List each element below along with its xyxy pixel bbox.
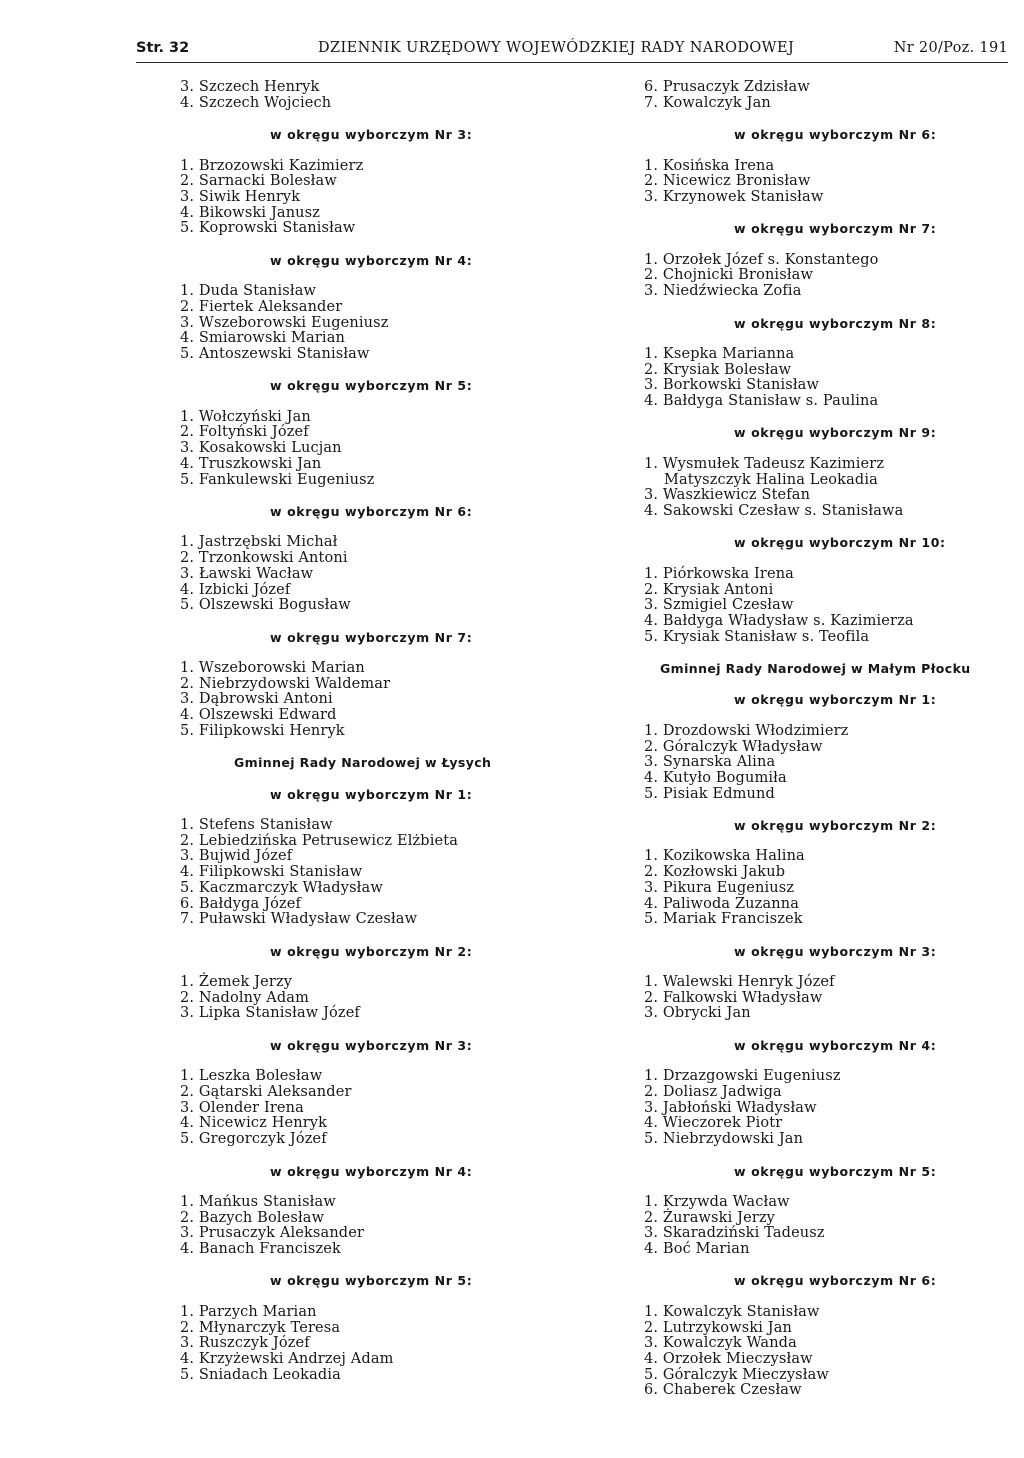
district-heading: w okręgu wyborczym Nr 5: bbox=[734, 1163, 937, 1179]
spacer bbox=[644, 928, 1016, 944]
candidate-item: 2. Niebrzydowski Waldemar bbox=[180, 675, 391, 692]
page-header bbox=[136, 40, 1008, 66]
district-heading: w okręgu wyborczym Nr 2: bbox=[270, 943, 473, 959]
candidate-item: 3. Obrycki Jan bbox=[644, 1005, 751, 1022]
candidate-item: 5. Olszewski Bogusław bbox=[180, 597, 351, 614]
spacer bbox=[644, 645, 1016, 661]
candidate-item: 3. Ruszczyk Józef bbox=[180, 1335, 310, 1352]
issue-number: Nr 20/Poz. 191 bbox=[893, 40, 1008, 56]
spacer bbox=[644, 237, 1016, 253]
candidate-item: 4. Wieczorek Piotr bbox=[644, 1115, 783, 1132]
spacer bbox=[644, 206, 1016, 222]
district-heading: w okręgu wyborczym Nr 7: bbox=[734, 221, 937, 237]
candidate-item: 2. Nicewicz Bronisław bbox=[644, 173, 811, 190]
candidate-item: 6. Chaberek Czesław bbox=[644, 1382, 802, 1399]
candidate-item: 4. Boć Marian bbox=[644, 1241, 750, 1258]
candidate-item: 5. Pisiak Edmund bbox=[644, 785, 775, 802]
header-rule bbox=[136, 62, 1008, 63]
district-heading: w okręgu wyborczym Nr 4: bbox=[270, 252, 473, 268]
candidate-item: 4. Olszewski Edward bbox=[180, 707, 337, 724]
candidate-item: 6. Bałdyga Józef bbox=[180, 895, 301, 912]
candidate-item: 1. Mańkus Stanisław bbox=[180, 1193, 336, 1210]
candidate-continuation: Matyszczyk Halina Leokadia bbox=[664, 471, 878, 488]
candidate-item: 5. Kaczmarczyk Władysław bbox=[180, 879, 383, 896]
candidate-item: 4. Bałdyga Władysław s. Kazimierza bbox=[644, 612, 914, 629]
candidate-item: 2. Młynarczyk Teresa bbox=[180, 1319, 341, 1336]
candidate-item: 2. Żurawski Jerzy bbox=[644, 1209, 776, 1226]
spacer bbox=[180, 1054, 520, 1070]
spacer bbox=[180, 268, 520, 284]
spacer bbox=[644, 1179, 1016, 1195]
candidate-item: 1. Drozdowski Włodzimierz bbox=[644, 722, 849, 739]
candidate-item: 1. Wołczyński Jan bbox=[180, 408, 311, 425]
page-number: Str. 32 bbox=[136, 40, 190, 56]
spacer bbox=[180, 614, 520, 630]
candidate-item: 4. Krzyżewski Andrzej Adam bbox=[180, 1350, 394, 1367]
district-heading: w okręgu wyborczym Nr 5: bbox=[270, 1273, 473, 1289]
candidate-item: 3. Prusaczyk Aleksander bbox=[180, 1225, 365, 1242]
spacer bbox=[644, 331, 1016, 347]
candidate-item: 3. Szmigiel Czesław bbox=[644, 597, 794, 614]
candidate-item: 7. Puławski Władysław Czesław bbox=[180, 911, 418, 928]
spacer bbox=[180, 740, 520, 756]
spacer bbox=[644, 300, 1016, 316]
candidate-item: 5. Góralczyk Mieczysław bbox=[644, 1366, 829, 1383]
spacer bbox=[180, 1022, 520, 1038]
spacer bbox=[180, 1258, 520, 1274]
district-heading: w okręgu wyborczym Nr 1: bbox=[270, 786, 473, 802]
candidate-item: 6. Prusaczyk Zdzisław bbox=[644, 79, 810, 95]
district-heading: w okręgu wyborczym Nr 3: bbox=[270, 127, 473, 143]
candidate-item: 2. Nadolny Adam bbox=[180, 989, 309, 1006]
candidate-item: 4. Paliwoda Zuzanna bbox=[644, 895, 800, 912]
candidate-item: 5. Niebrzydowski Jan bbox=[644, 1131, 804, 1148]
spacer bbox=[180, 111, 520, 127]
district-heading: w okręgu wyborczym Nr 4: bbox=[734, 1037, 937, 1053]
candidate-item: 5. Antoszewski Stanisław bbox=[180, 345, 370, 362]
spacer bbox=[644, 520, 1016, 536]
journal-title: DZIENNIK URZĘDOWY WOJEWÓDZKIEJ RADY NARODOWEJ bbox=[318, 40, 795, 56]
district-heading: w okręgu wyborczym Nr 7: bbox=[270, 629, 473, 645]
spacer bbox=[180, 363, 520, 379]
candidate-item: 4. Smiarowski Marian bbox=[180, 330, 345, 347]
candidate-item: 4. Orzołek Mieczysław bbox=[644, 1350, 813, 1367]
spacer bbox=[644, 834, 1016, 850]
candidate-item: 3. Kosakowski Lucjan bbox=[180, 440, 342, 457]
candidate-item: 2. Krysiak Antoni bbox=[644, 581, 774, 598]
spacer bbox=[180, 645, 520, 661]
district-heading: w okręgu wyborczym Nr 10: bbox=[734, 535, 946, 551]
candidate-item: 4. Sakowski Czesław s. Stanisława bbox=[644, 502, 904, 519]
district-heading: w okręgu wyborczym Nr 4: bbox=[270, 1163, 473, 1179]
spacer bbox=[644, 802, 1016, 818]
candidate-item: 4. Bikowski Janusz bbox=[180, 204, 321, 221]
candidate-item: 2. Krysiak Bolesław bbox=[644, 361, 792, 378]
candidate-item: 2. Kozłowski Jakub bbox=[644, 864, 786, 881]
candidate-item: 3. Lipka Stanisław Józef bbox=[180, 1005, 360, 1022]
candidate-item: 5. Sniadach Leokadia bbox=[180, 1366, 341, 1383]
spacer bbox=[180, 771, 520, 787]
spacer bbox=[644, 143, 1016, 159]
district-heading: w okręgu wyborczym Nr 3: bbox=[270, 1037, 473, 1053]
council-heading: Gminnej Rady Narodowej w Łysych bbox=[234, 755, 492, 771]
candidate-item: 1. Żemek Jerzy bbox=[180, 974, 293, 991]
candidate-item: 2. Sarnacki Bolesław bbox=[180, 173, 337, 190]
candidate-item: 2. Fiertek Aleksander bbox=[180, 298, 343, 315]
spacer bbox=[180, 1289, 520, 1305]
candidate-item: 4. Szczech Wojciech bbox=[180, 94, 332, 111]
candidate-item: 1. Duda Stanisław bbox=[180, 283, 317, 300]
candidate-item: 2. Foltyński Józef bbox=[180, 424, 309, 441]
candidate-item: 1. Ksepka Marianna bbox=[644, 345, 795, 362]
spacer bbox=[180, 1179, 520, 1195]
candidate-item: 1. Walewski Henryk Józef bbox=[644, 974, 835, 991]
candidate-item: 3. Borkowski Stanisław bbox=[644, 377, 820, 394]
candidate-item: 5. Krysiak Stanisław s. Teofila bbox=[644, 628, 870, 645]
left-column bbox=[180, 80, 520, 1383]
district-heading: w okręgu wyborczym Nr 6: bbox=[734, 1273, 937, 1289]
spacer bbox=[644, 551, 1016, 567]
candidate-item: 1. Kozikowska Halina bbox=[644, 848, 805, 865]
district-heading: w okręgu wyborczym Nr 6: bbox=[270, 503, 473, 519]
district-heading: w okręgu wyborczym Nr 2: bbox=[734, 818, 937, 834]
candidate-item: 2. Doliasz Jadwiga bbox=[644, 1084, 782, 1100]
candidate-item: 3. Szczech Henryk bbox=[180, 79, 320, 95]
candidate-item: 3. Dąbrowski Antoni bbox=[180, 691, 333, 708]
spacer bbox=[644, 410, 1016, 426]
candidate-item: 3. Kowalczyk Wanda bbox=[644, 1335, 797, 1352]
candidate-item: 4. Kutyło Bogumiła bbox=[644, 769, 787, 786]
spacer bbox=[644, 959, 1016, 975]
spacer bbox=[644, 1258, 1016, 1274]
candidate-item: 1. Drzazgowski Eugeniusz bbox=[644, 1068, 841, 1085]
candidate-item: 4. Nicewicz Henryk bbox=[180, 1115, 328, 1132]
candidate-item: 4. Izbicki Józef bbox=[180, 581, 291, 598]
district-heading: w okręgu wyborczym Nr 9: bbox=[734, 425, 937, 441]
candidate-item: 5. Mariak Franciszek bbox=[644, 911, 803, 928]
spacer bbox=[180, 237, 520, 253]
candidate-item: 1. Piórkowska Irena bbox=[644, 565, 794, 582]
candidate-item: 1. Orzołek Józef s. Konstantego bbox=[644, 251, 879, 268]
right-column bbox=[644, 80, 1016, 1399]
spacer bbox=[644, 1022, 1016, 1038]
candidate-item: 1. Parzych Marian bbox=[180, 1303, 317, 1320]
spacer bbox=[644, 1289, 1016, 1305]
spacer bbox=[644, 708, 1016, 724]
spacer bbox=[644, 1054, 1016, 1070]
candidate-item: 1. Leszka Bolesław bbox=[180, 1068, 323, 1085]
candidate-item: 1. Wysmułek Tadeusz Kazimierz bbox=[644, 455, 885, 472]
spacer bbox=[180, 928, 520, 944]
candidate-item: 1. Kosińska Irena bbox=[644, 157, 775, 174]
spacer bbox=[180, 143, 520, 159]
candidate-item: 3. Skaradziński Tadeusz bbox=[644, 1225, 825, 1242]
candidate-item: 5. Filipkowski Henryk bbox=[180, 722, 345, 739]
spacer bbox=[180, 520, 520, 536]
candidate-item: 3. Jabłoński Władysław bbox=[644, 1099, 817, 1116]
district-heading: w okręgu wyborczym Nr 3: bbox=[734, 943, 937, 959]
candidate-item: 4. Bałdyga Stanisław s. Paulina bbox=[644, 393, 879, 410]
candidate-item: 2. Lutrzykowski Jan bbox=[644, 1319, 793, 1336]
candidate-item: 1. Kowalczyk Stanisław bbox=[644, 1303, 820, 1320]
candidate-item: 3. Siwik Henryk bbox=[180, 188, 301, 205]
spacer bbox=[180, 959, 520, 975]
spacer bbox=[180, 394, 520, 410]
spacer bbox=[180, 802, 520, 818]
candidate-item: 1. Jastrzębski Michał bbox=[180, 534, 338, 551]
spacer bbox=[644, 677, 1016, 693]
candidate-item: 2. Bazych Bolesław bbox=[180, 1209, 325, 1226]
candidate-item: 1. Wszeborowski Marian bbox=[180, 660, 365, 677]
candidate-item: 4. Banach Franciszek bbox=[180, 1241, 341, 1258]
candidate-item: 5. Koprowski Stanisław bbox=[180, 220, 356, 237]
candidate-item: 7. Kowalczyk Jan bbox=[644, 94, 771, 111]
district-heading: w okręgu wyborczym Nr 1: bbox=[734, 692, 937, 708]
candidate-item: 3. Synarska Alina bbox=[644, 754, 776, 771]
spacer bbox=[644, 1148, 1016, 1164]
district-heading: w okręgu wyborczym Nr 8: bbox=[734, 315, 937, 331]
candidate-item: 2. Gątarski Aleksander bbox=[180, 1084, 352, 1100]
candidate-item: 3. Krzynowek Stanisław bbox=[644, 188, 824, 205]
candidate-item: 3. Bujwid Józef bbox=[180, 848, 293, 865]
candidate-item: 2. Lebiedzińska Petrusewicz Elżbieta bbox=[180, 832, 458, 849]
candidate-item: 2. Chojnicki Bronisław bbox=[644, 267, 814, 284]
candidate-item: 2. Trzonkowski Antoni bbox=[180, 550, 348, 567]
candidate-item: 1. Stefens Stanisław bbox=[180, 817, 333, 834]
district-heading: w okręgu wyborczym Nr 5: bbox=[270, 378, 473, 394]
candidate-item: 5. Fankulewski Eugeniusz bbox=[180, 471, 375, 488]
spacer bbox=[180, 488, 520, 504]
candidate-item: 2. Falkowski Władysław bbox=[644, 989, 823, 1006]
candidate-item: 3. Wszeborowski Eugeniusz bbox=[180, 314, 389, 331]
candidate-item: 2. Góralczyk Władysław bbox=[644, 738, 823, 755]
candidate-item: 3. Niedźwiecka Zofia bbox=[644, 283, 802, 300]
candidate-item: 3. Ławski Wacław bbox=[180, 565, 314, 582]
council-heading: Gminnej Rady Narodowej w Małym Płocku bbox=[660, 661, 971, 677]
spacer bbox=[644, 111, 1016, 127]
candidate-item: 1. Brzozowski Kazimierz bbox=[180, 157, 364, 174]
candidate-item: 4. Truszkowski Jan bbox=[180, 455, 322, 472]
spacer bbox=[180, 1148, 520, 1164]
district-heading: w okręgu wyborczym Nr 6: bbox=[734, 127, 937, 143]
candidate-item: 5. Gregorczyk Józef bbox=[180, 1131, 327, 1148]
candidate-item: 3. Pikura Eugeniusz bbox=[644, 879, 795, 896]
candidate-item: 3. Olender Irena bbox=[180, 1099, 304, 1116]
candidate-item: 3. Waszkiewicz Stefan bbox=[644, 487, 811, 504]
spacer bbox=[644, 441, 1016, 457]
candidate-item: 4. Filipkowski Stanisław bbox=[180, 864, 363, 881]
candidate-item: 1. Krzywda Wacław bbox=[644, 1193, 790, 1210]
